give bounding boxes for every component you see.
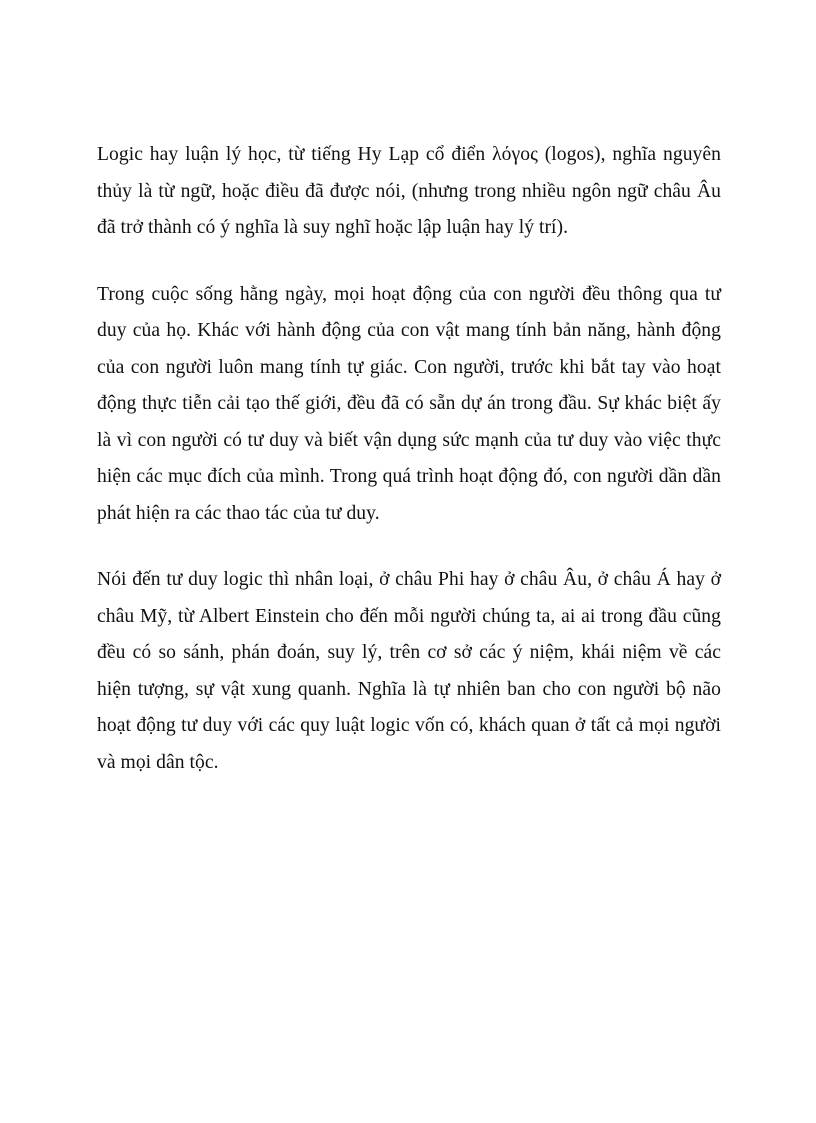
paragraph-daily-thinking: Trong cuộc sống hằng ngày, mọi hoạt động của con người đều thông qua tư duy của họ. Khác với hành động của con vật mang tính bản năng, hành động của con người luôn mang tính tự giác. Con người, trước khi bắt tay vào hoạt động thực tiễn cải tạo thế giới, đều đã có sẵn dự án trong đầu. Sự khác biệt ấy là vì con người có tư duy và biết vận dụng sức mạnh của tư duy vào việc thực hiện các mục đích của mình. Trong quá trình hoạt động đó, con người dần dần phát hiện ra các thao tác của tư duy. bbox=[97, 283, 721, 524]
document-body bbox=[97, 137, 721, 811]
paragraph-universal-logic: Nói đến tư duy logic thì nhân loại, ở châu Phi hay ở châu Âu, ở châu Á hay ở châu Mỹ, từ Albert Einstein cho đến mỗi người chúng ta, ai ai trong đầu cũng đều có so sánh, phán đoán, suy lý, trên cơ sở các ý niệm, khái niệm về các hiện tượng, sự vật xung quanh. Nghĩa là tự nhiên ban cho con người bộ não hoạt động tư duy với các quy luật logic vốn có, khách quan ở tất cả mọi người và mọi dân tộc. bbox=[97, 569, 721, 773]
paragraph-logic-definition: Logic hay luận lý học, từ tiếng Hy Lạp cổ điển λόγος (logos), nghĩa nguyên thủy là từ ngữ, hoặc điều đã được nói, (nhưng trong nhiều ngôn ngữ châu Âu đã trở thành có ý nghĩa là suy nghĩ hoặc lập luận hay lý trí). bbox=[97, 144, 721, 238]
